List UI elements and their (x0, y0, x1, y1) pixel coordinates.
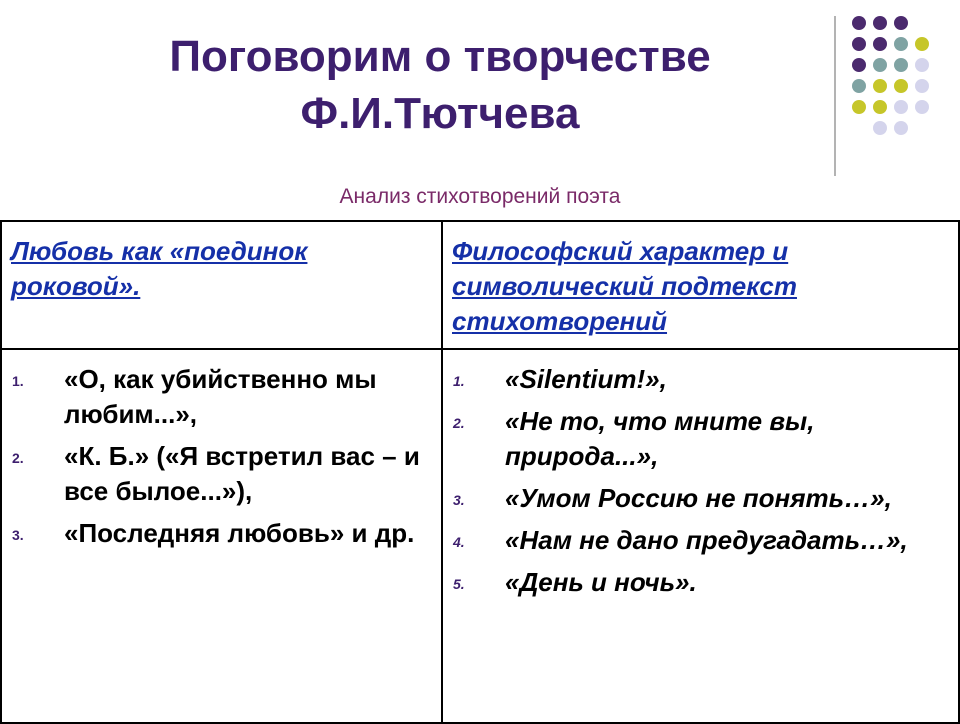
decorative-dot (915, 100, 929, 114)
list-item (12, 439, 431, 509)
list-number: 2. (453, 415, 465, 431)
list-item (12, 516, 431, 551)
list-number: 1. (453, 373, 465, 389)
decorative-dot (852, 58, 866, 72)
decorative-dot (894, 79, 908, 93)
right-header-cell (442, 221, 959, 349)
decorative-dot (873, 100, 887, 114)
decorative-dot (852, 37, 866, 51)
list-number: 4. (453, 534, 465, 550)
decorative-divider (834, 16, 836, 176)
decorative-dot (894, 58, 908, 72)
right-header-link[interactable]: Философский характер и символический подтекст стихотворений (452, 236, 797, 336)
poem-title: «Нам не дано предугадать…», (505, 525, 908, 555)
list-item (453, 565, 948, 600)
decorative-dot (894, 37, 908, 51)
title-line-1: Поговорим о творчестве (169, 32, 711, 81)
decorative-dot (915, 58, 929, 72)
left-header-cell (1, 221, 442, 349)
decorative-dot (915, 79, 929, 93)
poem-title: «Не то, что мните вы, природа...», (505, 406, 815, 471)
decorative-dot (852, 16, 866, 30)
decorative-dot-grid (852, 16, 942, 156)
list-number: 3. (12, 527, 24, 543)
poems-table (0, 220, 960, 724)
decorative-dot (894, 100, 908, 114)
list-number: 1. (12, 373, 24, 389)
list-number: 3. (453, 492, 465, 508)
poem-title: «День и ночь». (505, 567, 697, 597)
list-item (453, 404, 948, 474)
left-body-cell (1, 349, 442, 723)
decorative-dot (894, 121, 908, 135)
poem-title: «О, как убийственно мы любим...», (64, 364, 377, 429)
slide-title (60, 28, 820, 142)
left-header-link[interactable]: Любовь как «поединок роковой». (11, 236, 308, 301)
poem-title: «Умом Россию не понять…», (505, 483, 892, 513)
poem-title: «К. Б.» («Я встретил вас – и все былое...»), (64, 441, 420, 506)
decorative-dot (894, 16, 908, 30)
table-body-row (1, 349, 959, 723)
list-number: 5. (453, 576, 465, 592)
decorative-dot (873, 121, 887, 135)
decorative-dot (873, 37, 887, 51)
list-item (453, 362, 948, 397)
list-item (453, 523, 948, 558)
table-header-row (1, 221, 959, 349)
title-line-2: Ф.И.Тютчева (300, 89, 580, 138)
list-item (12, 362, 431, 432)
decorative-dot (915, 37, 929, 51)
poem-title: «Silentium!», (505, 364, 667, 394)
decorative-dot (852, 79, 866, 93)
decorative-dot (873, 58, 887, 72)
decorative-dot (873, 79, 887, 93)
list-number: 2. (12, 450, 24, 466)
decorative-dot (852, 100, 866, 114)
poem-title: «Последняя любовь» и др. (64, 518, 415, 548)
love-poems-list (2, 350, 441, 551)
decorative-dot (873, 16, 887, 30)
list-item (453, 481, 948, 516)
slide-subtitle: Анализ стихотворений поэта (339, 185, 621, 208)
right-body-cell (442, 349, 959, 723)
philosophical-poems-list (443, 350, 958, 600)
